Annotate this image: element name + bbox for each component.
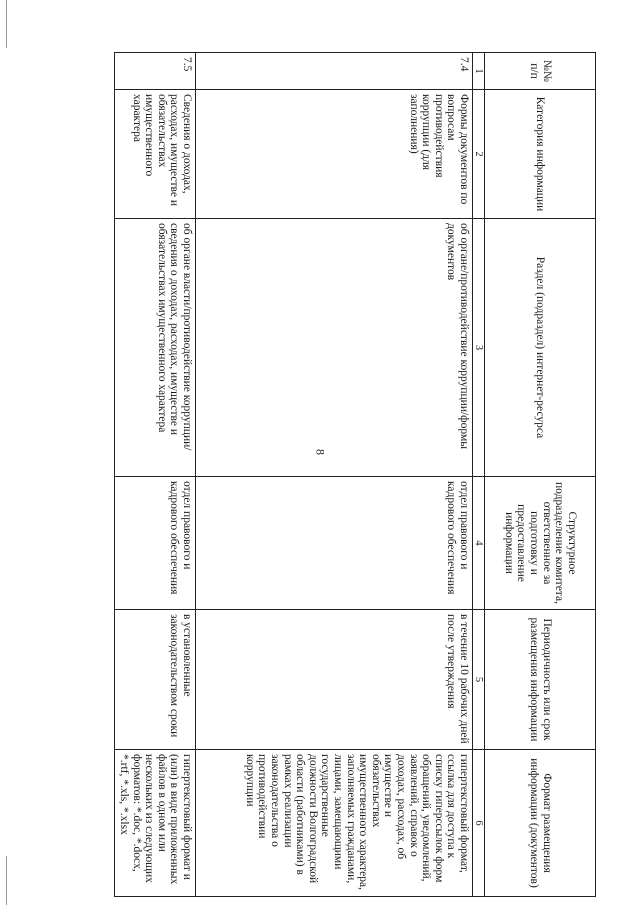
row-period: в течение 10 рабочих дней после утверждения — [196, 610, 473, 750]
column-number: 5 — [473, 610, 485, 750]
column-number: 2 — [473, 90, 485, 219]
column-number: 3 — [473, 219, 485, 477]
information-table — [114, 52, 596, 897]
rotated-table-container — [118, 52, 596, 896]
column-number: 4 — [473, 477, 485, 610]
row-number: 7.4 — [196, 53, 473, 90]
header-format: Формат размещения информации (документов) — [485, 750, 596, 897]
row-section: об органе/противодействие коррупции/формы документов — [196, 219, 473, 477]
row-department: отдел правового и кадрового обеспечения — [196, 477, 473, 610]
header-section: Раздел (подраздел) интернет-ресурса — [485, 219, 596, 477]
table-row — [196, 53, 473, 897]
row-period: в установленные законодательством сроки — [115, 610, 196, 750]
row-format: гипертекстовый формат, ссылка для доступа к списку гиперссылок форм обращений, уведомлений, заявлений, справок о доходах, расходах, об имуществе и обязательствах имущественного характера, заполняемых гражданами, лицами, замещающими государственные должности Волгоградской области (работниками) в рамках реализации законодательства о противодействии коррупции — [196, 750, 473, 897]
header-department: Структурное подразделение комитета, ответственное за подготовку и предоставление информации — [485, 477, 596, 610]
scan-edge-mark-top — [6, 0, 7, 48]
column-number-row — [473, 53, 485, 897]
header-num: №№ п/п — [485, 53, 596, 90]
row-department: отдел правового и кадрового обеспечения — [115, 477, 196, 610]
table-row — [115, 53, 196, 897]
page-number: 8 — [313, 449, 328, 455]
row-category: Сведения о доходах, расходах, имуществе и обязательствах имущественного характера — [115, 90, 196, 219]
row-format: гипертекстовый формат и (или) в виде приложенных файлов в одном или нескольких из следующих форматов: *.doc, *.docx, *.rtf, *.xls, *.xlsx — [115, 750, 196, 897]
column-number: 1 — [473, 53, 485, 90]
row-category: Формы документов по вопросам противодействия коррупции (для заполнения) — [196, 90, 473, 219]
header-category: Категория информации — [485, 90, 596, 219]
table-header-row — [485, 53, 596, 897]
header-period: Периодичность или срок размещения информации — [485, 610, 596, 750]
scan-edge-mark-bottom — [6, 856, 7, 905]
column-number: 6 — [473, 750, 485, 897]
row-number: 7.5 — [115, 53, 196, 90]
row-section: об органе власти/противодействие коррупции/сведения о доходах, расходах, имуществе и обязательствах имущественного характера — [115, 219, 196, 477]
